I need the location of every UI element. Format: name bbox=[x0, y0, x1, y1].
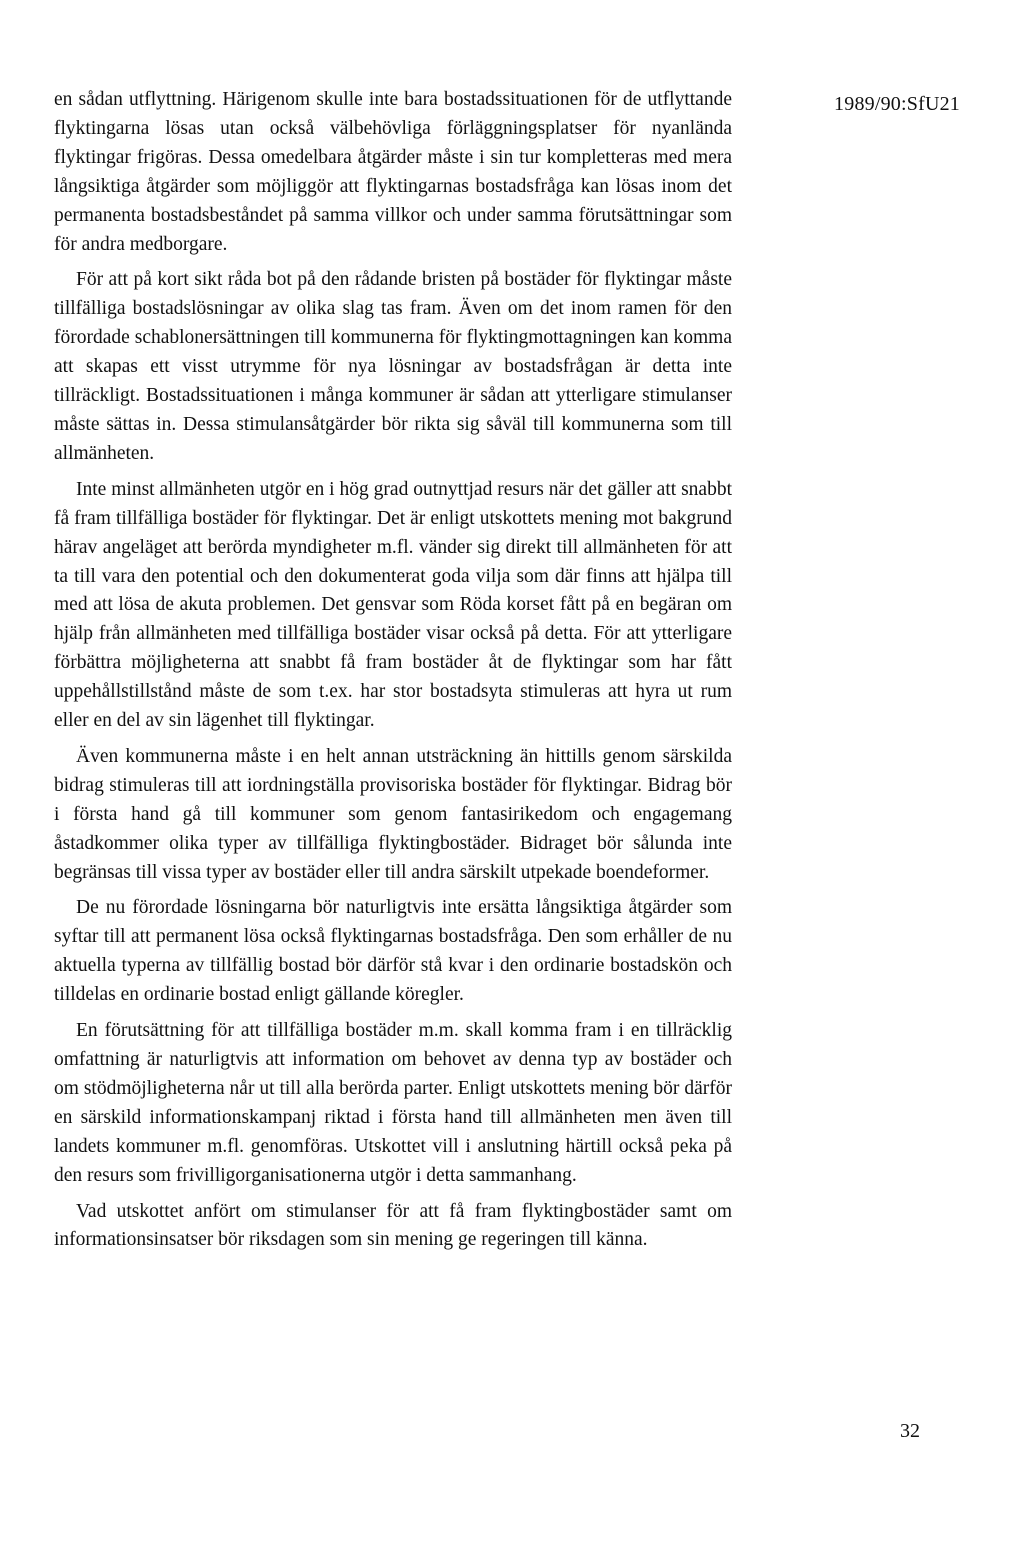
paragraph-7: Vad utskottet anfört om stimulanser för att få fram flyktingbostäder samt om informationsinsatser bör riksdagen som sin mening ge regeringen till känna. bbox=[54, 1200, 732, 1251]
paragraph-1: en sådan utflyttning. Härigenom skulle inte bara bostadssituationen för de utflyttande flyktingarna lösas utan också välbehövliga förläggningsplatser för nyanlända flyktingar frigöras. Dessa omedelbara åtgärder måste i sin tur kompletteras med mera långsiktiga åtgärder som möjliggör att flyktingarnas bostadsfråga kan lösas inom det permanenta bostadsbeståndet på samma villkor och under samma förutsättningar som för andra medborgare. bbox=[54, 89, 732, 255]
body-text bbox=[54, 86, 732, 1262]
document-id: 1989/90:SfU21 bbox=[834, 93, 960, 115]
paragraph-6: En förutsättning för att tillfälliga bostäder m.m. skall komma fram i en tillräcklig omfattning är naturligtvis att information om behovet av denna typ av bostäder och om stödmöjligheterna når ut till alla berörda parter. Enligt utskottets mening bör därför en särskild informationskampanj riktad i första hand till allmänheten men även till landets kommuner m.fl. genomföras. Utskottet vill i anslutning härtill också peka på den resurs som frivilligorganisationerna utgör i detta sammanhang. bbox=[54, 1020, 732, 1186]
page-number: 32 bbox=[900, 1420, 920, 1442]
paragraph-5: De nu förordade lösningarna bör naturligtvis inte ersätta långsiktiga åtgärder som syftar till att permanent lösa också flyktingarnas bostadsfråga. Den som erhåller de nu aktuella typerna av tillfällig bostad bör därför stå kvar i den ordinarie bostadskön och tilldelas en ordinarie bostad enligt gällande köregler. bbox=[54, 897, 732, 1006]
paragraph-2: För att på kort sikt råda bot på den rådande bristen på bostäder för flyktingar måste tillfälliga bostadslösningar av olika slag tas fram. Även om det inom ramen för den förordade schablonersättningen till kommunerna för flyktingmottagningen kan komma att skapas ett visst utrymme för nya lösningar av bostadsfrågan är detta inte tillräckligt. Bostadssituationen i många kommuner är sådan att ytterligare stimulanser måste sättas in. Dessa stimulansåtgärder bör rikta sig såväl till kommunerna som till allmänheten. bbox=[54, 269, 732, 464]
paragraph-4: Även kommunerna måste i en helt annan utsträckning än hittills genom särskilda bidrag stimuleras till att iordningställa provisoriska bostäder för flyktingar. Bidrag bör i första hand gå till kommuner som genom fantasirikedom och engagemang åstadkommer olika typer av tillfälliga flyktingbostäder. Bidraget bör sålunda inte begränsas till vissa typer av bostäder eller till andra särskilt utpekade boendeformer. bbox=[54, 745, 732, 883]
paragraph-3: Inte minst allmänheten utgör en i hög grad outnyttjad resurs när det gäller att snabbt få fram tillfälliga bostäder för flyktingar. Det är enligt utskottets mening mot bakgrund härav angeläget att berörda myndigheter m.fl. vänder sig direkt till allmänheten för att ta till vara den potential och den dokumenterat goda vilja som där finns att hjälpa till med att lösa de akuta problemen. Det gensvar som Röda korset fått på en begäran om hjälp från allmänheten med tillfälliga bostäder visar också på detta. För att ytterligare förbättra möjligheterna att snabbt få fram bostäder åt de flyktingar som har fått uppehållstillstånd måste de som t.ex. har stor bostadsyta stimuleras att hyra ut rum eller en del av sin lägenhet till flyktingar. bbox=[54, 478, 732, 732]
